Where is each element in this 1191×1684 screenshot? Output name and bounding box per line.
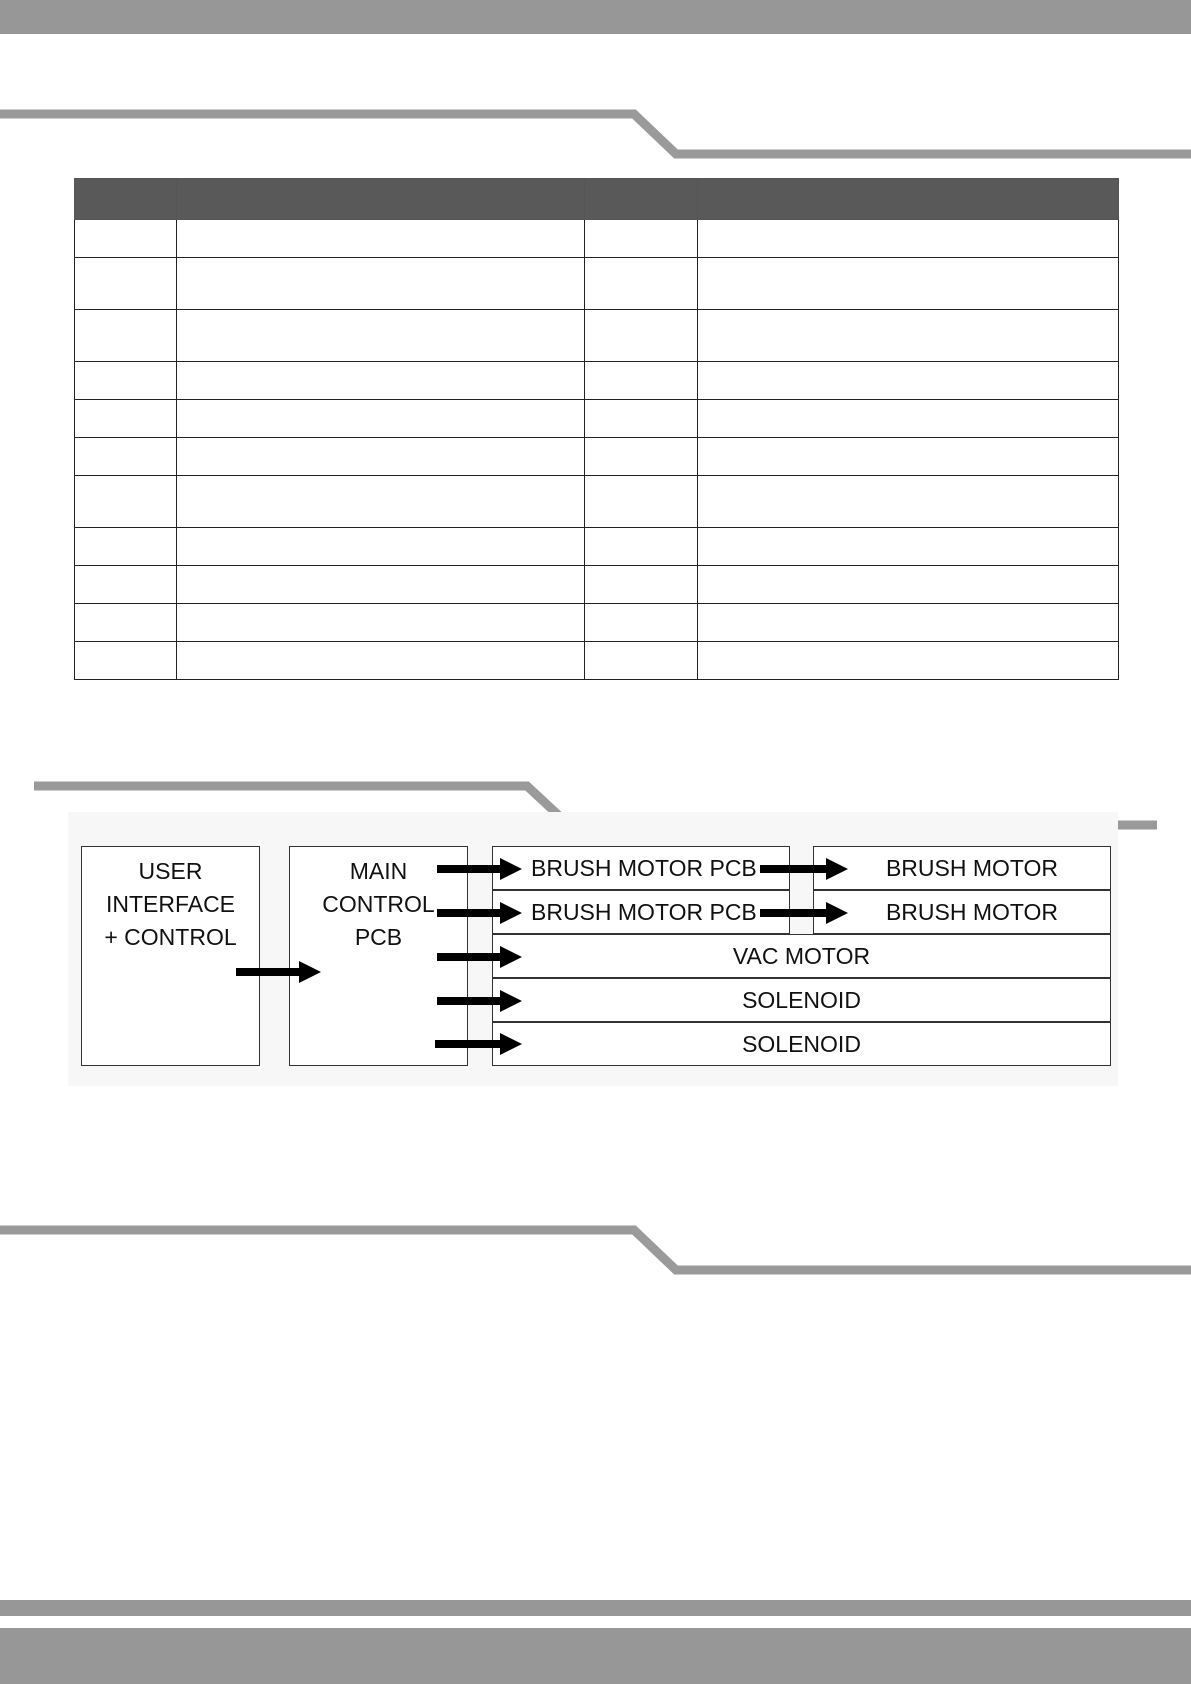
table-row <box>75 310 1119 362</box>
arrow-right-icon <box>437 990 522 1012</box>
arrow-right-icon <box>437 858 522 880</box>
table-cell <box>585 566 698 604</box>
table-cell <box>75 604 177 642</box>
table-cell <box>177 604 585 642</box>
table-cell <box>75 566 177 604</box>
table-cell <box>698 642 1119 680</box>
vac-motor-box <box>492 934 1111 978</box>
table-cell <box>177 362 585 400</box>
table-cell <box>585 400 698 438</box>
solenoid-label: SOLENOID <box>742 1030 861 1057</box>
table-row <box>75 642 1119 680</box>
table-row <box>75 476 1119 528</box>
brush-motor-pcb-label: BRUSH MOTOR PCB <box>531 854 757 881</box>
table-cell <box>585 310 698 362</box>
brush-motor-box-2 <box>813 890 1111 934</box>
table-cell <box>177 528 585 566</box>
solenoid-label: SOLENOID <box>742 986 861 1013</box>
footer-band <box>0 1628 1191 1684</box>
table-row <box>75 438 1119 476</box>
arrow-right-icon <box>437 946 522 968</box>
table-cell <box>75 400 177 438</box>
table-cell <box>75 642 177 680</box>
parts-table <box>74 178 1119 680</box>
solenoid-box-2 <box>492 1022 1111 1066</box>
solenoid-box-1 <box>492 978 1111 1022</box>
arrow-right-icon <box>435 1033 522 1055</box>
brush-motor-box-1 <box>813 846 1111 890</box>
table-cell <box>698 400 1119 438</box>
table-header-cell <box>698 179 1119 220</box>
arrow-right-icon <box>760 858 848 880</box>
table-cell <box>698 220 1119 258</box>
arrow-right-icon <box>236 961 321 983</box>
table-cell <box>75 438 177 476</box>
table-cell <box>585 438 698 476</box>
table-cell <box>698 438 1119 476</box>
table-cell <box>585 258 698 310</box>
table-row <box>75 362 1119 400</box>
brush-motor-pcb-box-2 <box>492 890 790 934</box>
table-cell <box>585 642 698 680</box>
table-cell <box>585 528 698 566</box>
table-row <box>75 566 1119 604</box>
table-cell <box>177 642 585 680</box>
table-cell <box>585 220 698 258</box>
table-cell <box>177 310 585 362</box>
user-interface-box <box>81 846 260 1066</box>
brush-motor-label: BRUSH MOTOR <box>885 854 1059 881</box>
arrow-right-icon <box>760 902 848 924</box>
brush-motor-pcb-box-1 <box>492 846 790 890</box>
table-cell <box>177 220 585 258</box>
table-row <box>75 528 1119 566</box>
table-cell <box>698 476 1119 528</box>
brush-motor-pcb-label: BRUSH MOTOR PCB <box>531 898 757 925</box>
table-header-cell <box>585 179 698 220</box>
table-row <box>75 220 1119 258</box>
table-cell <box>75 258 177 310</box>
table-header-cell <box>177 179 585 220</box>
table-cell <box>698 362 1119 400</box>
table-cell <box>698 566 1119 604</box>
table-cell <box>75 220 177 258</box>
table-cell <box>75 476 177 528</box>
user-interface-label: USER INTERFACE + CONTROL <box>104 858 237 950</box>
arrow-right-icon <box>437 902 522 924</box>
table-cell <box>698 528 1119 566</box>
table-row <box>75 604 1119 642</box>
table-cell <box>698 310 1119 362</box>
table-cell <box>177 566 585 604</box>
table-cell <box>177 400 585 438</box>
main-control-pcb-label: MAIN CONTROL PCB <box>322 858 435 950</box>
footer-rule <box>0 1600 1191 1616</box>
brush-motor-label: BRUSH MOTOR <box>885 898 1059 925</box>
table-cell <box>75 310 177 362</box>
table-cell <box>698 604 1119 642</box>
table-cell <box>585 476 698 528</box>
table-cell <box>177 438 585 476</box>
vac-motor-label: VAC MOTOR <box>732 942 871 969</box>
table-cell <box>585 362 698 400</box>
table-cell <box>75 362 177 400</box>
table-row <box>75 258 1119 310</box>
header-band <box>0 0 1191 34</box>
table-row <box>75 400 1119 438</box>
table-header-row <box>75 179 1119 220</box>
table-cell <box>698 258 1119 310</box>
table-cell <box>177 258 585 310</box>
table-cell <box>75 528 177 566</box>
table-cell <box>585 604 698 642</box>
table-header-cell <box>75 179 177 220</box>
table-cell <box>177 476 585 528</box>
